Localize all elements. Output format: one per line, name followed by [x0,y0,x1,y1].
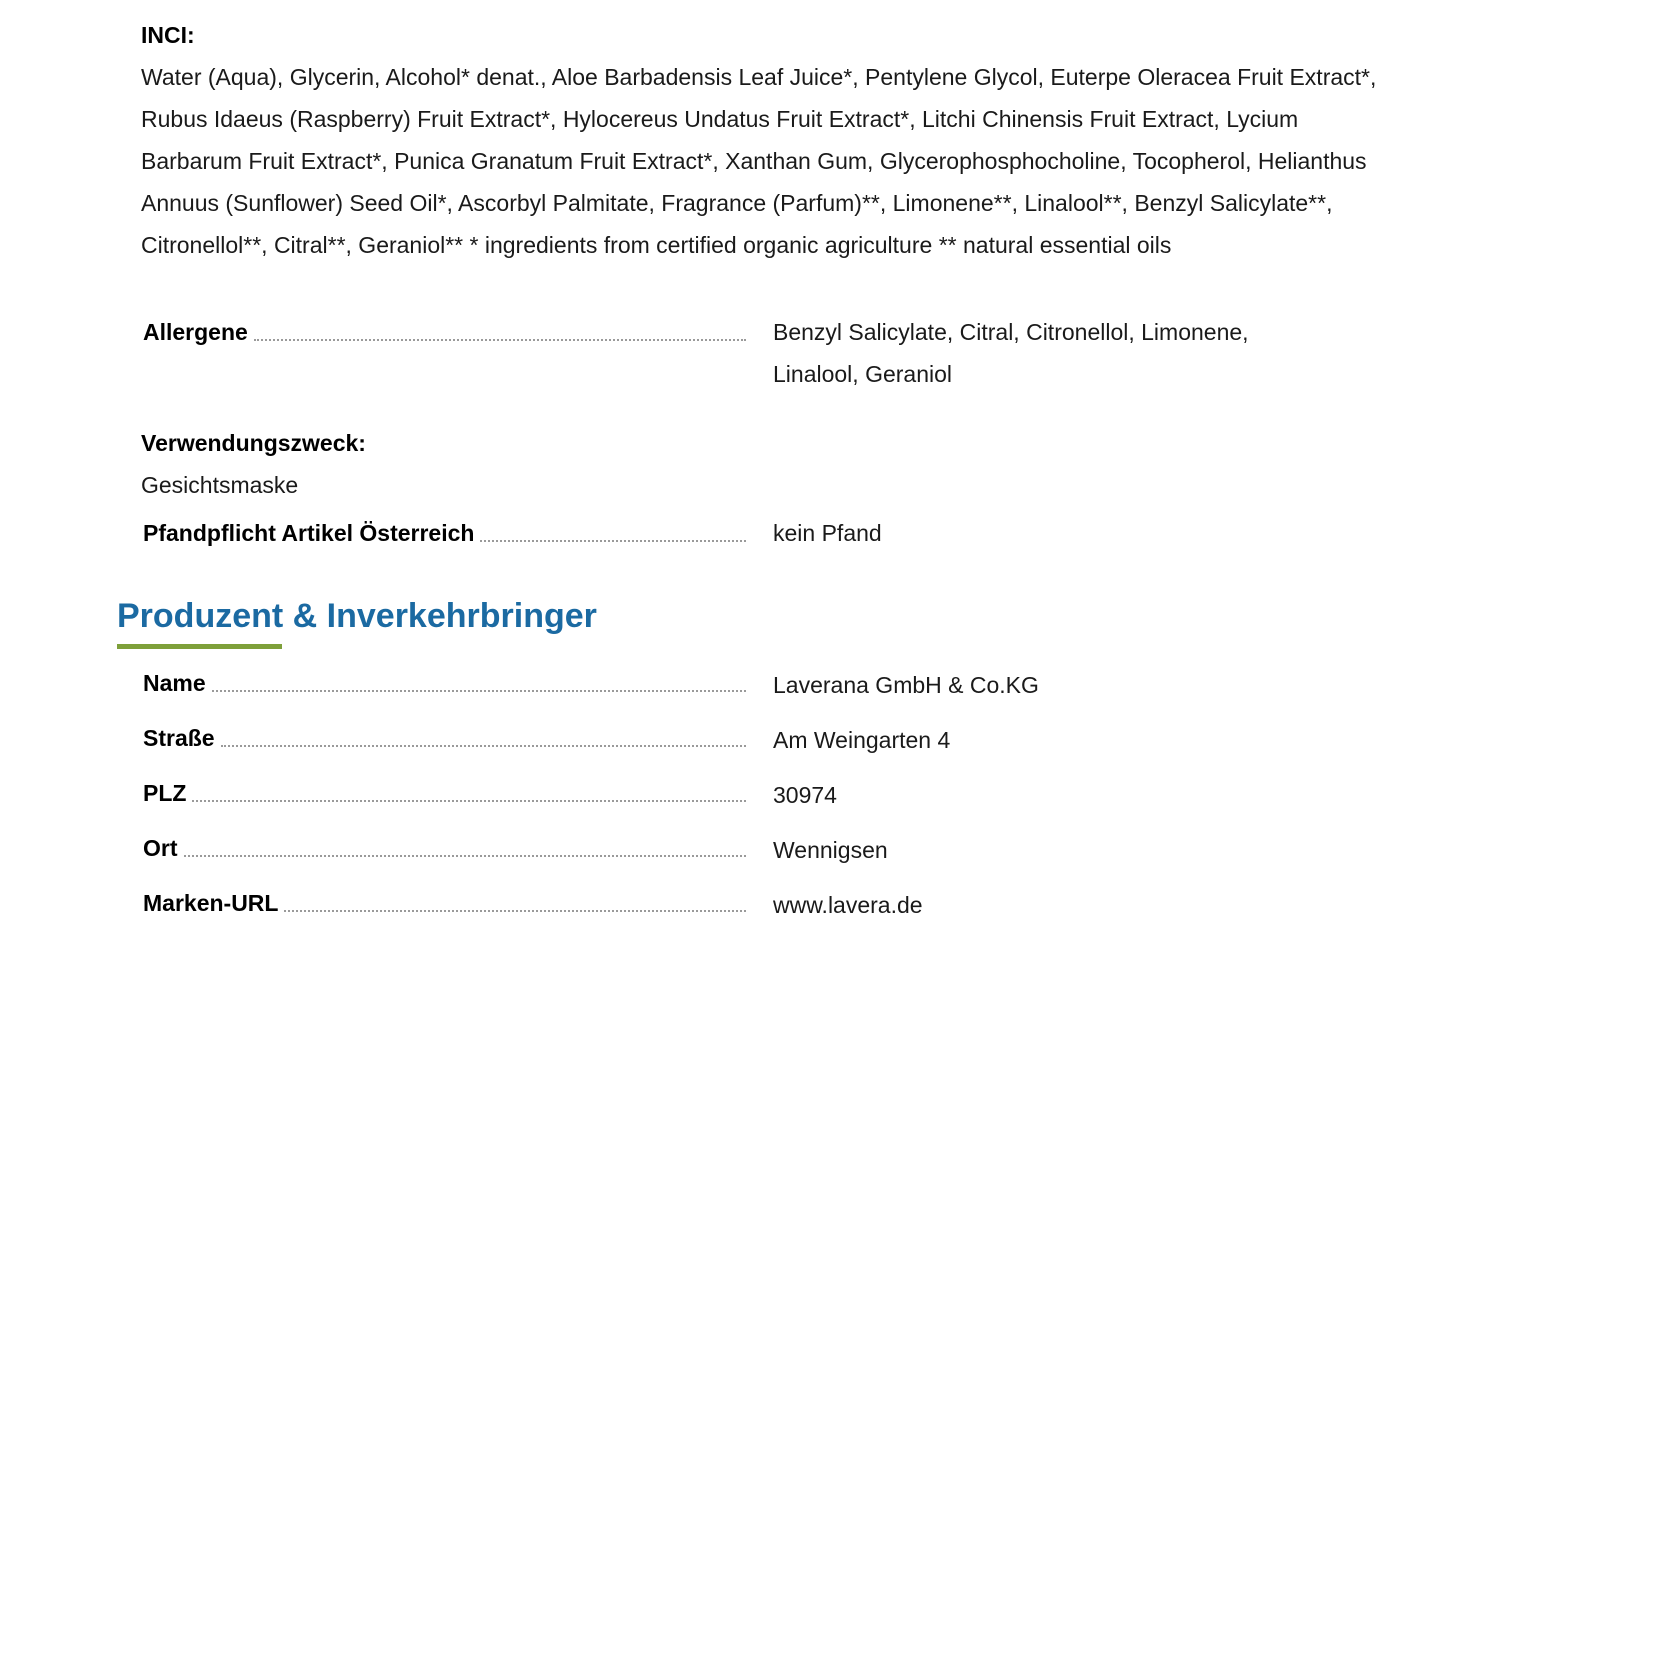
dotted-leader [284,910,746,912]
marken-url-value: www.lavera.de [773,892,923,918]
allergene-label: Allergene [143,319,248,345]
ort-label: Ort [143,835,178,861]
name-label: Name [143,670,206,696]
marken-url-label: Marken-URL [143,890,279,916]
ort-value: Wennigsen [773,837,888,863]
name-value: Laverana GmbH & Co.KG [773,672,1039,698]
allergene-value: Benzyl Salicylate, Citral, Citronellol, Limonene, Linalool, Geraniol [773,319,1249,387]
produzent-row-marken-url [143,888,1443,932]
dotted-leader [212,690,746,692]
inci-label: INCI: [141,22,195,48]
label-wrap [143,888,746,918]
pfand-label-wrap [143,518,746,548]
produzent-row-ort [143,833,1443,877]
label-wrap [143,833,746,863]
dotted-leader [480,540,746,542]
pfand-value: kein Pfand [773,520,882,546]
pfand-row [143,518,1443,562]
strasse-value: Am Weingarten 4 [773,727,951,753]
produzent-row-plz [143,778,1443,822]
label-wrap [143,668,746,698]
allergene-row [143,317,1443,407]
section-underline [117,644,282,649]
verwendungszweck-text: Gesichtsmaske [141,472,299,498]
dotted-leader [192,800,746,802]
dotted-leader [184,855,747,857]
allergene-label-wrap [143,317,746,347]
strasse-label: Straße [143,725,215,751]
dotted-leader [254,339,746,341]
section-title-produzent: Produzent & Inverkehrbringer [117,597,597,635]
plz-value: 30974 [773,782,837,808]
pfand-label: Pfandpflicht Artikel Österreich [143,520,475,546]
label-wrap [143,723,746,753]
dotted-leader [221,745,746,747]
produzent-row-strasse [143,723,1443,767]
plz-label: PLZ [143,780,187,806]
verwendungszweck-label: Verwendungszweck: [141,430,366,456]
produzent-row-name [143,668,1443,712]
label-wrap [143,778,746,808]
inci-text: Water (Aqua), Glycerin, Alcohol* denat., Aloe Barbadensis Leaf Juice*, Pentylene Glycol, Euterpe Oleracea Fruit Extract*, Rubus Idaeus (Raspberry) Fruit Extract*, Hylocereus Undatus Fruit Extract*, Litchi Chinensis Fruit Extract, Lycium Barbarum Fruit Extract*, Punica Granatum Fruit Extract*, Xanthan Gum, Glycerophosphocholine, Tocopherol, Helianthus Annuus (Sunflower) Seed Oil*, Ascorbyl Palmitate, Fragrance (Parfum)**, Limonene**, Linalool**, Benzyl Salicylate**, Citronellol**, Citral**, Geraniol** * ingredients from certified organic agriculture ** natural essential oils [141,64,1377,258]
